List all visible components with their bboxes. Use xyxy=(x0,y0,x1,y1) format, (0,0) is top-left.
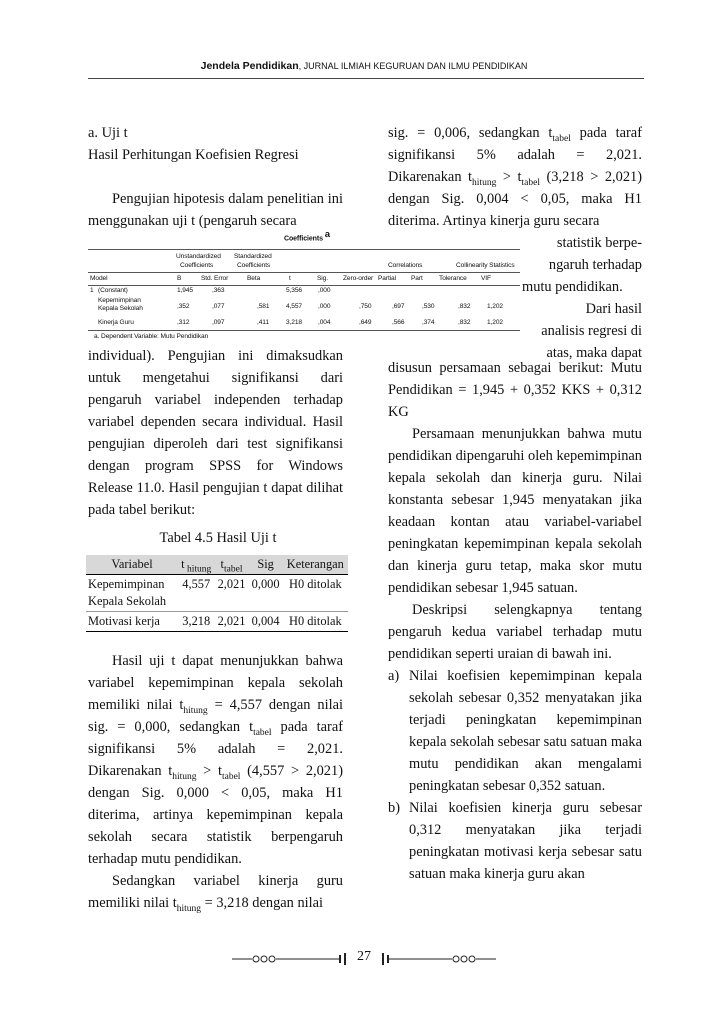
spss-group-unstd: Unstandardized xyxy=(176,253,221,260)
spss-group-unstd2: Coefficients xyxy=(180,262,214,269)
left-para1: Pengujian hipotesis dalam penelitian ini menggunakan uji t (pengaruh secara xyxy=(88,191,343,229)
spss-cell: ,077 xyxy=(212,303,225,310)
right-wrap-line: ngaruh terhadap xyxy=(548,257,642,273)
left-para2: Hasil uji t dapat menunjukkan bahwa variabel kepemimpinan kepala sekolah memiliki nilai $t_{hitung} = 4,557$ dengan nilai sig. = 0,000, sedangkan $t_{tabel}$ pada taraf signifikansi 5% adalah = 2,021. Dikarenakan $t_{hitung} > t_{tabel}$ (4,557 > 2,021) dengan Sig. 0,000 < 0,05, maka H1 diterima, artinya kepemimpinan kepala sekolah secara statistik berpengaruh terhadap mutu pendidikan. xyxy=(88,653,343,867)
spss-cell: ,363 xyxy=(212,287,225,294)
right-column-bottom xyxy=(388,357,642,885)
spss-cell: 1,202 xyxy=(487,303,504,310)
spss-cell: ,832 xyxy=(458,319,471,326)
left-column-middle xyxy=(88,345,343,521)
table45-cell: 3,218 xyxy=(178,612,214,632)
table45-h-ttabel: $t_{tabel}$ xyxy=(214,555,248,575)
spss-cell: ,832 xyxy=(458,303,471,310)
spss-cell: ,374 xyxy=(422,319,435,326)
table45-cell: 2,021 xyxy=(214,575,248,612)
table-row xyxy=(86,575,348,612)
spss-h-beta: Beta xyxy=(247,275,261,282)
list-item: b) Nilai koefisien kinerja guru sebesar 0,312 menyatakan jika terjadi peningkatan motivasi kerja sebesar satu satuan maka kinerja guru akan xyxy=(388,797,642,885)
spss-title: Coefficients $^a$ xyxy=(284,229,330,243)
table45-cell: H0 ditolak xyxy=(283,612,348,632)
right-wrap-line: mutu pendidikan. xyxy=(522,279,623,295)
spss-cell: 1,945 xyxy=(177,287,194,294)
spss-cell: ,750 xyxy=(359,303,372,310)
right-wrap-line: statistik berpe- xyxy=(556,235,642,251)
spss-cell: ,566 xyxy=(392,319,405,326)
spss-h-tol: Tolerance xyxy=(439,275,467,282)
spss-cell: ,352 xyxy=(177,303,190,310)
spss-group-std: Standardized xyxy=(234,253,272,260)
spss-row-label2: Kepala Sekolah xyxy=(98,305,143,312)
spss-h-b: B xyxy=(177,275,182,282)
running-header xyxy=(0,60,728,72)
spss-rule xyxy=(88,249,520,250)
section-heading: a. Uji t xyxy=(88,125,128,141)
spss-group-coll: Collinearity Statistics xyxy=(456,262,515,269)
table45-cell: Motivasi kerja xyxy=(86,612,178,632)
table45-h-ket: Keterangan xyxy=(283,555,348,575)
spss-cell: 3,218 xyxy=(286,319,303,326)
left-column-bottom xyxy=(88,650,343,914)
right-column-top xyxy=(388,122,642,232)
spss-cell: 1,202 xyxy=(487,319,504,326)
table45-cell: 4,557 xyxy=(178,575,214,612)
journal-name: Jendela Pendidikan xyxy=(200,60,299,72)
table45-cell: 0,000 xyxy=(249,575,283,612)
spss-rule xyxy=(88,272,520,273)
spss-h-vif: VIF xyxy=(481,275,491,282)
right-para2: disusun persamaan sebagai berikut: Mutu Pendidikan = 1,945 + 0,352 KKS + 0,312 KG xyxy=(388,360,642,420)
spss-h-partial: Partial xyxy=(378,275,396,282)
table45-title: Tabel 4.5 Hasil Uji t xyxy=(159,530,277,546)
spss-cell: ,649 xyxy=(359,319,372,326)
spss-h-sig: Sig. xyxy=(317,275,328,282)
spss-cell: ,312 xyxy=(177,319,190,326)
spss-cell: ,697 xyxy=(392,303,405,310)
right-wrap-line: atas, maka dapat xyxy=(546,345,642,361)
right-para3: Persamaan menunjukkan bahwa mutu pendidikan dipengaruhi oleh kepemimpinan kepala sekolah dan kinerja guru. Nilai konstanta sebesar 1,945 menyatakan jika keadaan kontan atau variabel-variabel peningkatan kepemimpinan kepala sekolah dan kinerja guru tetap, maka skor mutu pendidikan sebesar 1,945 satuan. xyxy=(388,426,642,596)
right-wrap xyxy=(522,232,642,364)
table45-cell: 0,004 xyxy=(249,612,283,632)
right-wrap-line: Dari hasil xyxy=(585,301,642,317)
list-item: a) Nilai koefisien kepemimpinan kepala sekolah sebesar 0,352 menyatakan jika terjadi peningkatan kepemimpinan kepala sekolah sebesar satu satuan maka mutu pendidikan akan mengalami peningkatan sebesar 0,352 satuan. xyxy=(388,665,642,797)
spss-cell: ,000 xyxy=(318,287,331,294)
spss-h-part: Part xyxy=(411,275,423,282)
spss-cell: 5,356 xyxy=(286,287,303,294)
spss-row-label: Kinerja Guru xyxy=(98,319,134,326)
list-marker: b) xyxy=(388,800,400,816)
table45-cell: Kepemimpinan Kepala Sekolah xyxy=(86,575,178,612)
right-para1: sig. = 0,006, sedangkan $t_{tabel}$ pada taraf signifikansi 5% adalah = 2,021. Dikarenakan $t_{hitung} > t_{tabel}$ (3,218 > 2,021) dengan Sig. 0,004 < 0,05, maka H1 diterima. Artinya kinerja guru secara xyxy=(388,125,643,229)
spss-cell: ,530 xyxy=(422,303,435,310)
spss-row-label: Kepemimpinan xyxy=(98,297,141,304)
spss-cell: ,097 xyxy=(212,319,225,326)
spss-rule xyxy=(88,285,520,286)
journal-subtitle: , JURNAL ILMIAH KEGURUAN DAN ILMU PENDIDIKAN xyxy=(298,61,528,71)
table45-cell: H0 ditolak xyxy=(283,575,348,612)
spss-row-label: (Constant) xyxy=(98,287,128,294)
spss-model-num: 1 xyxy=(90,287,94,294)
table45-h-t: t $_{hitung}$ xyxy=(178,555,214,575)
left-column-top xyxy=(88,122,343,232)
spss-h-se: Std. Error xyxy=(201,275,229,282)
spss-cell: 4,557 xyxy=(286,303,303,310)
table45-cell: 2,021 xyxy=(214,612,248,632)
list-marker: a) xyxy=(388,668,400,684)
spss-cell: ,411 xyxy=(257,319,269,326)
header-rule xyxy=(88,78,644,79)
spss-group-corr: Correlations xyxy=(388,262,423,269)
spss-cell: ,000 xyxy=(318,303,331,310)
table45-h-variabel: Variabel xyxy=(86,555,178,575)
spss-group-std2: Coefficients xyxy=(237,262,271,269)
spss-h-model: Model xyxy=(90,275,108,282)
spss-cell: ,581 xyxy=(257,303,270,310)
spss-footnote: a. Dependent Variable: Mutu Pendidikan xyxy=(94,333,209,340)
left-para1-cont: individual). Pengujian ini dimaksudkan untuk mengetahui signifikansi dari pengaruh variabel independen terhadap variabel dependen secara individual. Hasil pengujian diperoleh dari test signifikansi dengan program SPSS for Windows Release 11.0. Hasil pengujian t dapat dilihat pada tabel berikut: xyxy=(88,348,343,518)
page-number: 27 xyxy=(357,949,371,964)
table45-h-sig: Sig xyxy=(249,555,283,575)
spss-rule xyxy=(88,330,520,331)
left-para3: Sedangkan variabel kinerja guru memiliki nilai $t_{hitung} = 3,218$ dengan nilai xyxy=(88,873,343,914)
spss-h-t: t xyxy=(289,275,291,282)
page-footer xyxy=(0,944,728,974)
spss-coefficients-table xyxy=(88,229,520,353)
table45-header-row xyxy=(86,555,348,575)
right-wrap-line: analisis regresi di xyxy=(541,323,642,339)
subheading: Hasil Perhitungan Koefisien Regresi xyxy=(88,147,299,163)
right-para4: Deskripsi selengkapnya tentang pengaruh kedua variabel terhadap mutu pendidikan seperti uraian di bawah ini. xyxy=(388,602,642,662)
table45 xyxy=(86,555,348,632)
table-row xyxy=(86,612,348,632)
spss-h-zero: Zero-order xyxy=(343,275,374,282)
spss-cell: ,004 xyxy=(318,319,331,326)
